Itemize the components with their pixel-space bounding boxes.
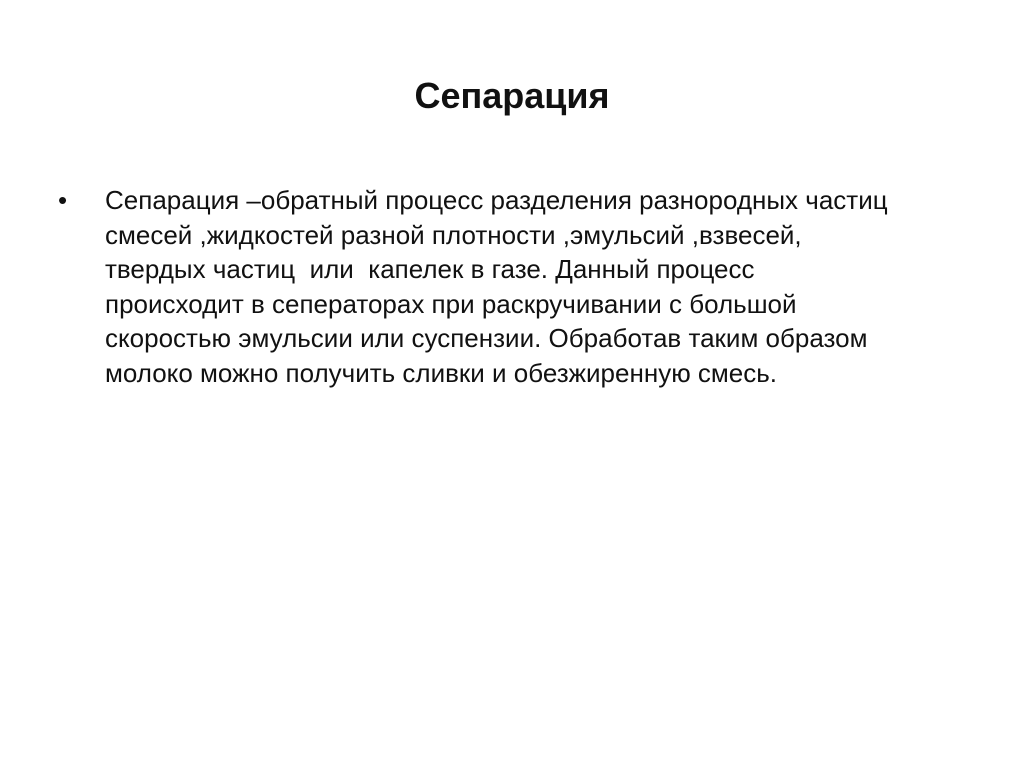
bullet-text-line: происходит в сеператорах при раскручивании с большой — [105, 288, 797, 319]
bullet-text-line: скоростью эмульсии или суспензии. Обработав таким образом — [105, 323, 868, 353]
slide-title: Сепарация — [414, 75, 610, 116]
bullet-icon: • — [58, 185, 68, 215]
bullet-list — [52, 183, 982, 390]
bullet-item — [52, 183, 982, 390]
bullet-text — [105, 183, 975, 390]
bullet-text-line: Сепарация –обратный процесс разделения разнородных частиц — [105, 185, 888, 215]
bullet-text-line: смесей ,жидкостей разной плотности ,эмульсий ,взвесей, — [105, 219, 802, 250]
bullet-text-line: молоко можно получить сливки и обезжиренную смесь. — [105, 357, 778, 388]
bullet-text-line: твердых частиц или капелек в газе. Данный процесс — [105, 254, 755, 284]
